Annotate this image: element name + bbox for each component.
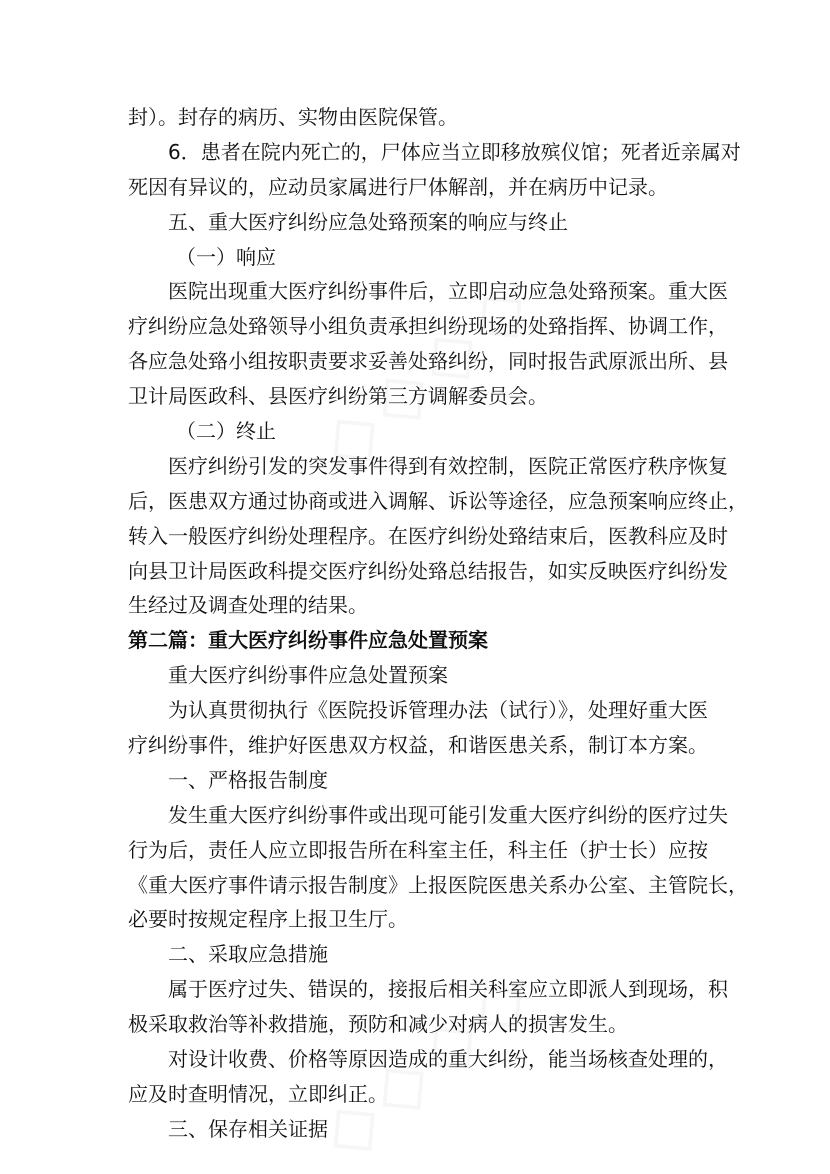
section-heading: 一、严格报告制度 [168,767,328,792]
paragraph-line: 极采取救治等补救措施，预防和减少对病人的损害发生。 [128,1012,628,1037]
paragraph-line: 必要时按规定程序上报卫生厅。 [128,907,408,932]
subsection-heading: （二）终止 [176,419,276,444]
subsection-heading: （一）响应 [176,244,276,269]
paragraph-line: 发生重大医疗纠纷事件或出现可能引发重大医疗纠纷的医疗过失 [168,802,728,827]
section-heading: 二、采取应急措施 [168,942,328,967]
section-heading: 三、保存相关证据 [168,1116,328,1141]
chapter-heading: 第二篇：重大医疗纠纷事件应急处置预案 [128,628,488,653]
paragraph-line: 疗纠纷事件，维护好医患双方权益，和谐医患关系，制订本方案。 [128,733,708,758]
paragraph-line: 死因有异议的，应动员家属进行尸体解剖，并在病历中记录。 [128,174,668,199]
paragraph-line: 6．患者在院内死亡的，尸体应当立即移放殡仪馆；死者近亲属对 [168,139,741,164]
document-subtitle: 重大医疗纠纷事件应急处置预案 [168,663,448,688]
paragraph-line: 各应急处臵小组按职责要求妥善处臵纠纷，同时报告武原派出所、县 [128,349,728,374]
paragraph-line: 应及时查明情况，立即纠正。 [128,1081,388,1106]
paragraph-line: 属于医疗过失、错误的，接报后相关科室应立即派人到现场，积 [168,977,728,1002]
paragraph-line: 为认真贯彻执行《医院投诉管理办法（试行）》，处理好重大医 [168,698,708,723]
section-heading: 五、重大医疗纠纷应急处臵预案的响应与终止 [168,209,568,234]
paragraph-line: 转入一般医疗纠纷处理程序。在医疗纠纷处臵结束后，医教科应及时 [128,523,728,548]
paragraph-line: 对设计收费、价格等原因造成的重大纠纷，能当场核查处理的， [168,1047,728,1072]
paragraph-line: 《重大医疗事件请示报告制度》上报医院医患关系办公室、主管院长， [128,872,748,897]
paragraph-line: 向县卫计局医政科提交医疗纠纷处臵总结报告，如实反映医疗纠纷发 [128,558,728,583]
paragraph-line: 医院出现重大医疗纠纷事件后，立即启动应急处臵预案。重大医 [168,279,728,304]
paragraph-line: 疗纠纷应急处臵领导小组负责承担纠纷现场的处臵指挥、协调工作， [128,314,728,339]
paragraph-line: 后，医患双方通过协商或进入调解、诉讼等途径，应急预案响应终止， [128,488,748,513]
paragraph-line: 行为后，责任人应立即报告所在科室主任，科主任（护士长）应按 [128,837,708,862]
paragraph-line: 封）。封存的病历、实物由医院保管。 [128,105,458,129]
paragraph-line: 卫计局医政科、县医疗纠纷第三方调解委员会。 [128,384,548,409]
paragraph-line: 医疗纠纷引发的突发事件得到有效控制，医院正常医疗秩序恢复 [168,453,728,478]
document-body [128,100,748,1147]
paragraph-line: 生经过及调查处理的结果。 [128,593,368,618]
